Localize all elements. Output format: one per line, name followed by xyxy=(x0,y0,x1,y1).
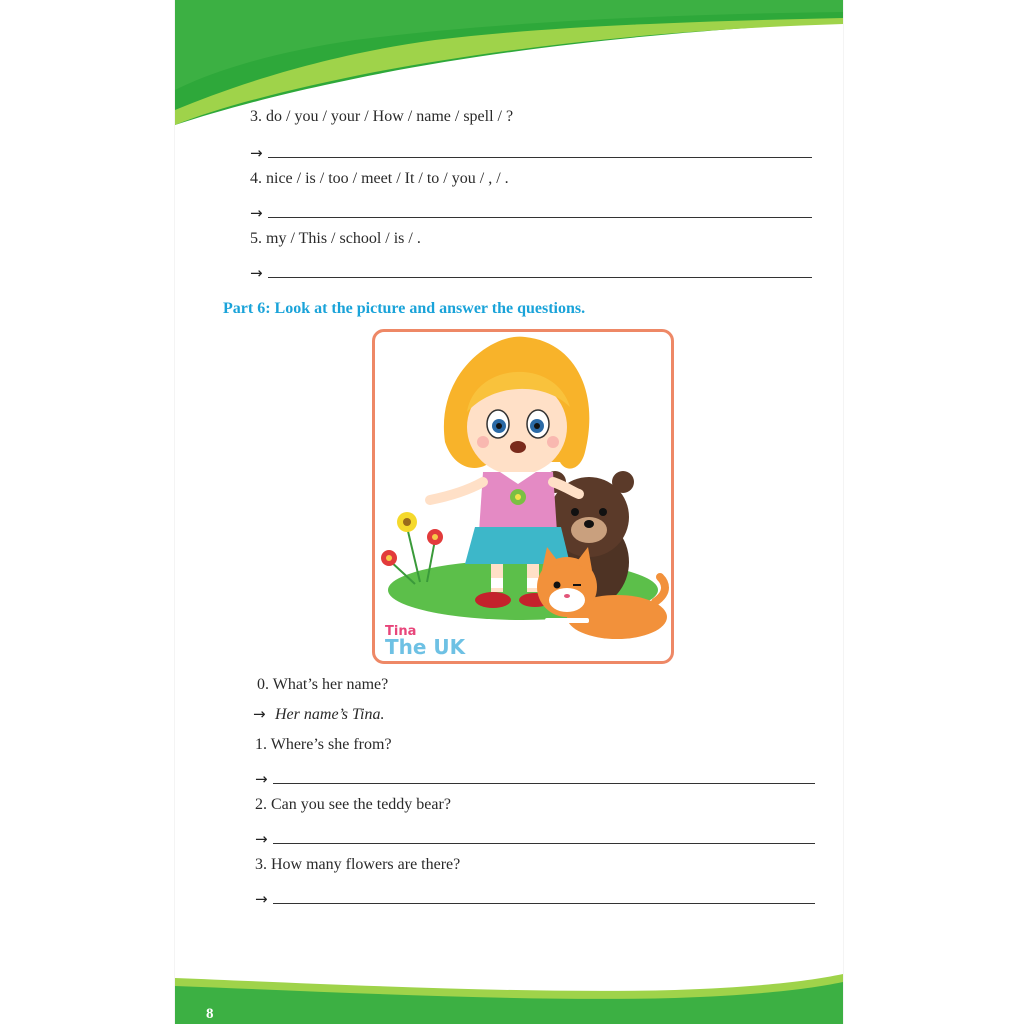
answer-line-question-1[interactable] xyxy=(273,783,815,784)
answer-row-item-4 xyxy=(250,205,812,225)
arrow-icon: → xyxy=(250,144,263,162)
picture-name-label: Tina xyxy=(385,624,417,639)
answer-line-question-3[interactable] xyxy=(273,903,815,904)
arrow-icon: → xyxy=(250,264,263,282)
picture-frame xyxy=(372,329,674,664)
arrow-icon: → xyxy=(255,890,268,908)
exercise-item-5: 5. my / This / school / is / . xyxy=(250,230,421,247)
question-1: 1. Where’s she from? xyxy=(255,736,392,753)
question-0: 0. What’s her name? xyxy=(257,676,389,693)
arrow-icon: → xyxy=(255,770,268,788)
bottom-green-banner xyxy=(175,972,843,1024)
question-3: 3. How many flowers are there? xyxy=(255,856,461,873)
answer-line-item-5[interactable] xyxy=(268,277,812,278)
worksheet-page xyxy=(175,0,843,1024)
answer-line-item-4[interactable] xyxy=(268,217,812,218)
exercise-item-3: 3. do / you / your / How / name / spell / ? xyxy=(250,108,514,125)
answer-row-question-3 xyxy=(255,891,817,911)
answer-row-item-5 xyxy=(250,265,812,285)
answer-row-question-2 xyxy=(255,831,817,851)
answer-row-question-0 xyxy=(253,706,815,726)
arrow-icon: → xyxy=(255,830,268,848)
arrow-icon: → xyxy=(250,204,263,222)
arrow-icon: → xyxy=(253,705,266,723)
page-number: 8 xyxy=(206,1006,214,1022)
girl-bear-cat-illustration xyxy=(375,332,671,661)
question-2: 2. Can you see the teddy bear? xyxy=(255,796,451,813)
answer-line-item-3[interactable] xyxy=(268,157,812,158)
picture-country-label: The UK xyxy=(385,635,466,659)
answer-text-question-0: Her name’s Tina. xyxy=(275,706,385,723)
answer-row-item-3 xyxy=(250,145,812,165)
answer-row-question-1 xyxy=(255,771,817,791)
answer-line-question-2[interactable] xyxy=(273,843,815,844)
exercise-item-4: 4. nice / is / too / meet / It / to / you / , / . xyxy=(250,170,509,187)
part-6-title: Part 6: Look at the picture and answer the questions. xyxy=(223,300,586,317)
